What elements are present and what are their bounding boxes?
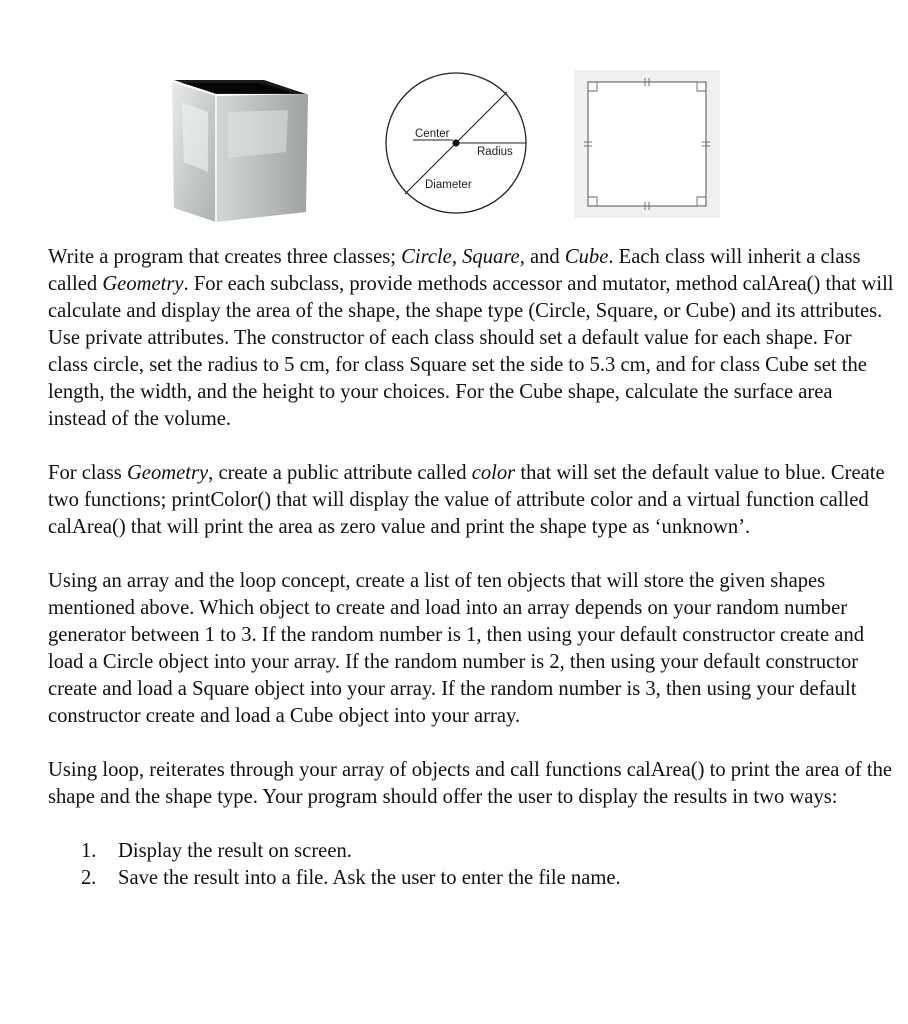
paragraph-1 (48, 244, 896, 433)
italic-term: Circle (401, 246, 452, 268)
figures-row (0, 0, 908, 240)
square-diagram (574, 70, 720, 218)
paragraph-3 (48, 568, 896, 730)
text-run: Write a program that creates three classes; (48, 246, 402, 268)
radius-label: Radius (477, 146, 513, 158)
list-number: 1. (81, 840, 97, 862)
text-run: Using an array and the loop concept, create a list of ten objects that will store the given shapes mentioned above. Which object to create and load into an array depends on your random number generator between 1 to 3. If the random number is 1, then using your default constructor create and load a Circle object into your array. If the random number is 2, then using your default constructor create and load a Square object into your array. If the random number is 3, then using your default constructor create and load a Cube object into your array. (48, 570, 865, 727)
text-run: For class (48, 462, 127, 484)
italic-term: color (471, 462, 516, 484)
text-run: . Each class will inherit a class called (48, 246, 861, 295)
list-text: Save the result into a file. Ask the user to enter the file name. (118, 867, 621, 889)
italic-term: Geometry (102, 273, 184, 295)
text-run: , and (519, 246, 565, 268)
paragraph-2 (48, 460, 896, 541)
center-label: Center (415, 128, 450, 140)
list-number: 2. (81, 867, 97, 889)
list-text: Display the result on screen. (118, 840, 352, 862)
mirror-cube-image (168, 72, 312, 224)
text-run: . For each subclass, provide methods accessor and mutator, method calArea() that will calculate and display the area of the shape, the shape type (Circle, Square, or Cube) and its attributes. Use private attributes. The constructor of each class should set a default value for each shape. For class circle, set the radius to 5 cm, for class Square set the side to 5.3 cm, and for class Cube set the length, the width, and the height to your choices. For the Cube shape, calculate the surface area instead of the volume. (48, 273, 894, 430)
output-options-list (48, 838, 896, 892)
text-run: , create a public attribute called (208, 462, 472, 484)
assignment-text (48, 244, 896, 892)
text-run: that will set the default value to blue. Create two functions; printColor() that will display the value of attribute color and a virtual function called calArea() that will print the area as zero value and print the shape type as ‘unknown’. (48, 462, 885, 538)
text-run: Using loop, reiterates through your array of objects and call functions calArea() to print the area of the shape and the shape type. Your program should offer the user to display the results in two ways: (48, 759, 893, 808)
list-item (48, 865, 896, 892)
paragraph-4 (48, 757, 896, 811)
diameter-label: Diameter (425, 179, 472, 191)
italic-term: Geometry (126, 462, 209, 484)
italic-term: Cube (564, 246, 609, 268)
text-run: , (451, 246, 463, 268)
circle-diagram (383, 70, 529, 216)
list-item (48, 838, 896, 865)
italic-term: Square (462, 246, 520, 268)
